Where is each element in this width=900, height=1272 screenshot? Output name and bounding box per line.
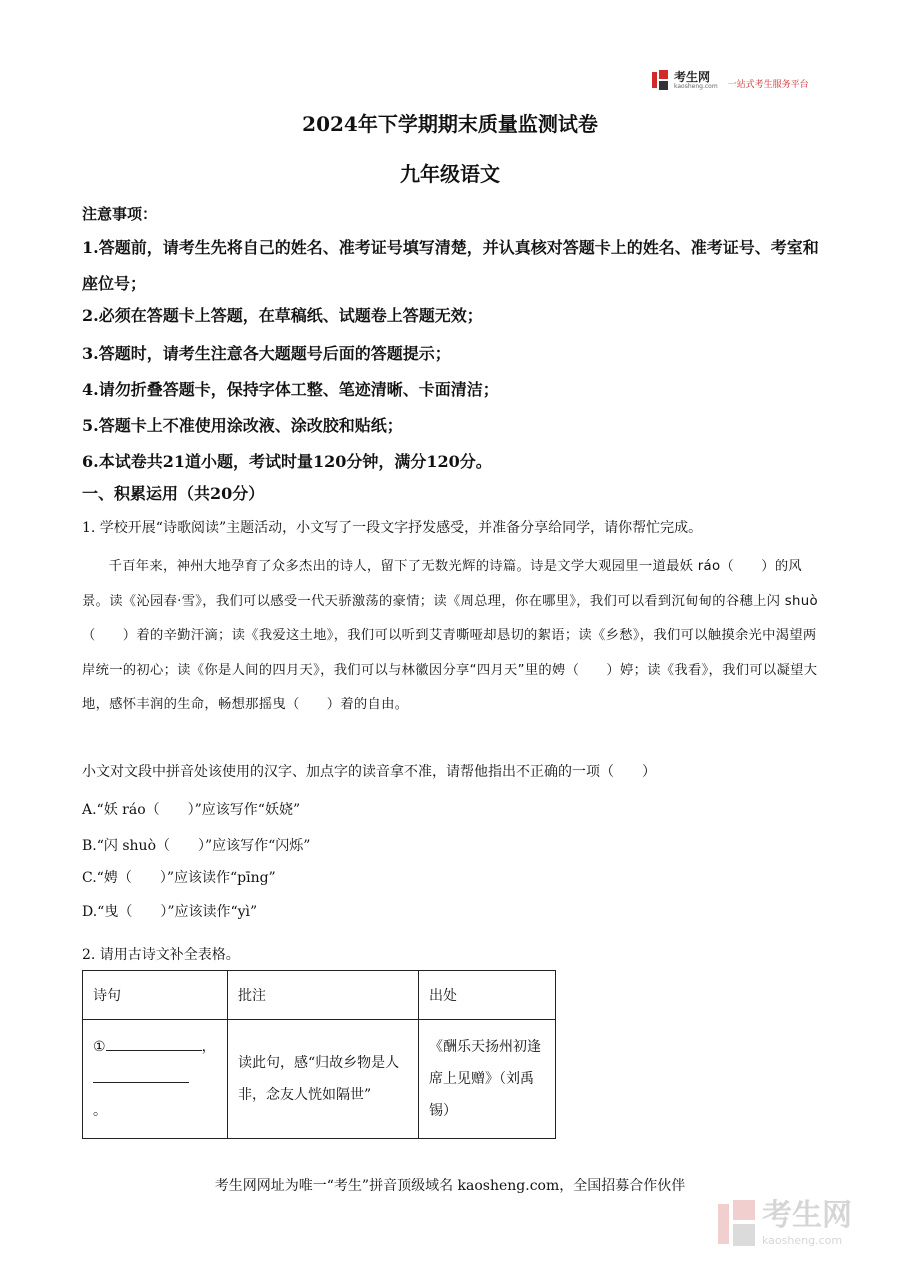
- notice-item: 4.请勿折叠答题卡，保持字体工整、笔迹清晰、卡面清洁；: [82, 380, 499, 399]
- verse-prefix: ①: [93, 1039, 106, 1055]
- verse-comma: ，: [201, 1039, 216, 1055]
- question-1-stem: 1. 学校开展“诗歌阅读”主题活动，小文写了一段文字抒发感受，并准备分享给同学，请你帮忙完成。: [82, 520, 703, 536]
- table-header-note: 批注: [228, 971, 419, 1020]
- verse-cell: [83, 1020, 228, 1139]
- option-b: B.“闪 shuò（ ）”应该写作“闪烁”: [82, 838, 311, 854]
- source-cell: 《酬乐天扬州初逢席上见赠》（刘禹锡）: [419, 1020, 556, 1139]
- exam-subtitle: 九年级语文: [400, 162, 500, 186]
- table-header-verse: 诗句: [83, 971, 228, 1020]
- note-cell: 读此句，感“归故乡物是人非，念友人恍如隔世”: [228, 1020, 419, 1139]
- logo-domain: kaosheng.com: [674, 82, 718, 90]
- table-row: [83, 1020, 556, 1139]
- exam-title: 2024年下学期期末质量监测试卷: [302, 112, 598, 136]
- notice-item: 5.答题卡上不准使用涂改液、涂改胶和贴纸；: [82, 416, 403, 435]
- logo-name: 考生网: [674, 69, 711, 84]
- question-1-passage: 千百年来，神州大地孕育了众多杰出的诗人，留下了无数光辉的诗篇。诗是文学大观园里一道最妖 ráo（ ）的风景。读《沁园春·雪》，我们可以感受一代天骄激荡的豪情；读《周总理，你在哪里》，我们可以看到沉甸甸的谷穗上闪 shuò（ ）着的辛勤汗滴；读《我爱这土地》，我们可以听到艾青嘶哑却恳切的絮语；读《乡愁》，我们可以触摸余光中渴望两岸统一的初心；读《你是人间的四月天》，我们可以与林徽因分享“四月天”里的娉（ ）婷；读《我看》，我们可以凝望大地，感怀丰润的生命，畅想那摇曳（ ）着的自由。: [82, 559, 818, 712]
- watermark-domain: kaosheng.com: [762, 1233, 843, 1247]
- notice-heading: 注意事项：: [82, 205, 158, 223]
- site-logo: [652, 70, 809, 90]
- notice-item: 1.答题前，请考生先将自己的姓名、准考证号填写清楚，并认真核对答题卡上的姓名、准考证号、考室和座位号；: [82, 238, 819, 293]
- notice-item: 2.必须在答题卡上答题，在草稿纸、试题卷上答题无效；: [82, 306, 483, 325]
- kaosheng-logo-icon: [652, 70, 668, 90]
- verse-blank-2[interactable]: [93, 1066, 189, 1083]
- table-header-row: [83, 971, 556, 1020]
- logo-slogan: 一站式考生服务平台: [727, 79, 809, 90]
- verse-blank-1[interactable]: [106, 1034, 202, 1051]
- notice-item: 3.答题时，请考生注意各大题题号后面的答题提示；: [82, 344, 451, 363]
- poem-table: [82, 970, 556, 1139]
- notice-item: 6.本试卷共21道小题，考试时量120分钟，满分120分。: [82, 452, 492, 471]
- table-header-source: 出处: [419, 971, 556, 1020]
- section-heading: 一、积累运用（共20分）: [82, 484, 265, 503]
- page-footer: 考生网网址为唯一“考生”拼音顶级域名 kaosheng.com，全国招募合作伙伴: [214, 1178, 686, 1194]
- question-2-stem: 2. 请用古诗文补全表格。: [82, 947, 240, 963]
- option-a: A.“妖 ráo（ ）”应该写作“妖娆”: [82, 802, 301, 818]
- verse-end: 。: [93, 1103, 107, 1119]
- option-d: D.“曳（ ）”应该读作“yì”: [82, 904, 258, 920]
- watermark: [718, 1197, 852, 1247]
- kaosheng-watermark-icon: [718, 1200, 756, 1246]
- question-1-ask: 小文对文段中拼音处该使用的汉字、加点字的读音拿不准，请帮他指出不正确的一项（ ）: [82, 764, 656, 780]
- watermark-name: 考生网: [762, 1197, 852, 1233]
- option-c: C.“娉（ ）”应该读作“pīng”: [82, 870, 276, 886]
